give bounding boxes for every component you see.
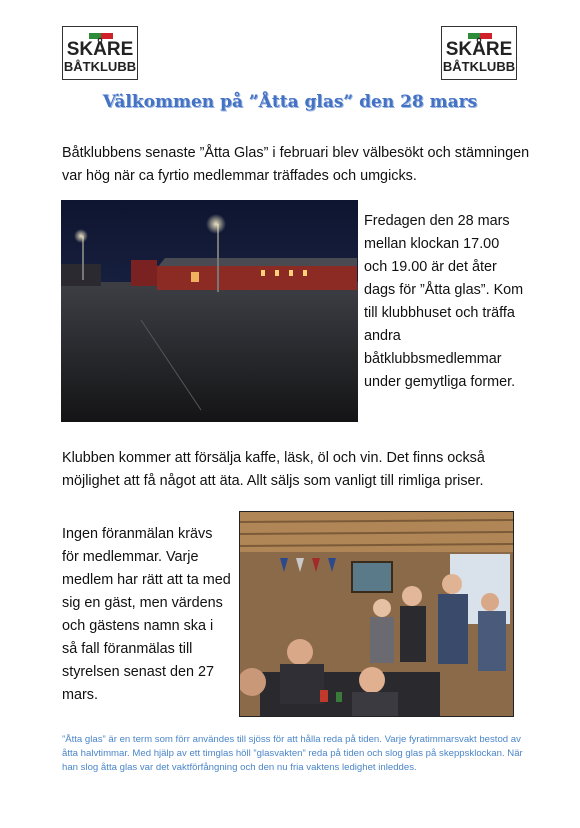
registration-paragraph: Ingen föranmälan krävs för medlemmar. Varje medlem har rätt att ta med sig en gäst, men värdens och gästens namn ska i så fall föranmälas till styrelsen senast den 27 mars. [62,526,231,703]
logo-text-line1: SKÅRE [66,39,134,60]
page-title: Välkommen på ”Åtta glas” den 28 mars [102,92,478,112]
clubhouse-night-photo [61,200,358,422]
logo-text-line2: BÅTKLUBB [442,59,516,74]
clubhouse-gathering-photo [239,511,514,717]
event-info-paragraph: Fredagen den 28 mars mellan klockan 17.00 och 19.00 är det åter dags för ”Åtta glas”. Kom till klubbhuset och träffa andra båtklubbsmedlemmar under gemytliga former. [364,213,524,390]
logo-text-line2: BÅTKLUBB [63,59,137,74]
logo-text-line1: SKÅRE [445,39,513,60]
club-logo-right [441,26,517,80]
club-logo-left [62,26,138,80]
offer-paragraph: Klubben kommer att försälja kaffe, läsk, öl och vin. Det finns också möjlighet att få något att äta. Allt säljs som vanligt till rimliga priser. [62,450,485,489]
intro-paragraph: Båtklubbens senaste ”Åtta Glas” i februari blev välbesökt och stämningen var hög när ca fyrtio medlemmar träffades och umgicks. [62,145,530,184]
footnote: ”Åtta glas” är en term som förr användes till sjöss för att hålla reda på tiden. Varje fyratimmarsvakt bestod av åtta halvtimmar. Med hjälp av ett timglas höll ”glasvakten” reda på tiden och slog glas på skeppsklockan. När han slog åtta glas var det vaktförfångning och den nu fria vaktens ledighet inleddes. [62,734,523,773]
